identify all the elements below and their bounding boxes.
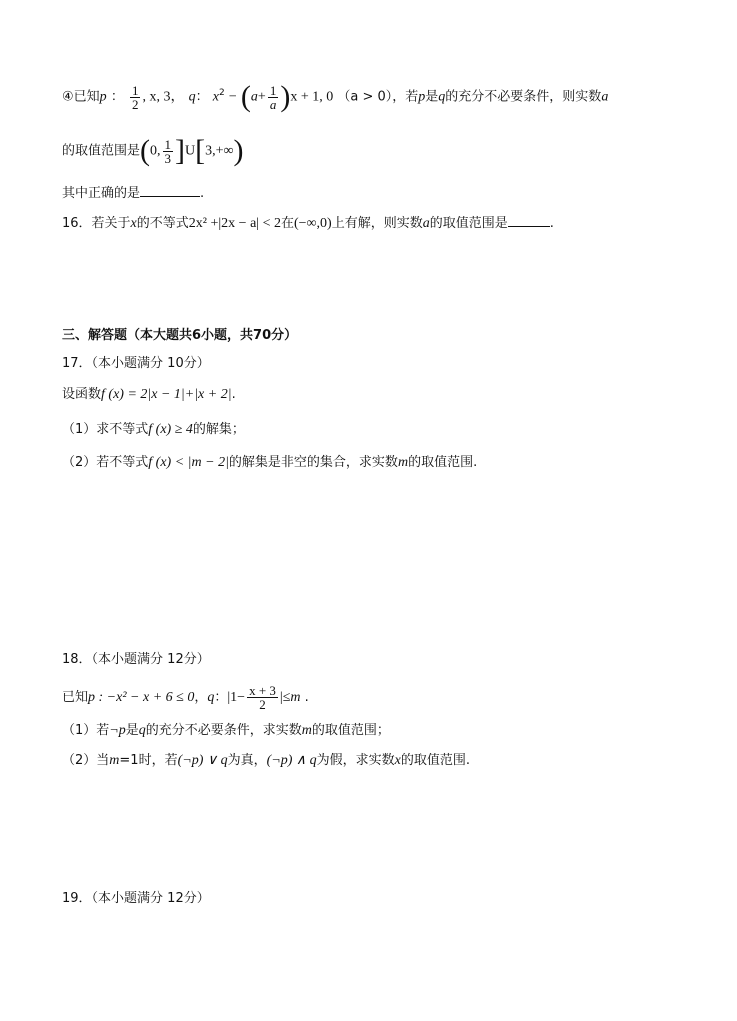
bracket-close: ] — [175, 134, 186, 167]
math-function: f (x) = 2|x − 1|+|x + 2| — [101, 387, 232, 402]
union-symbol: U — [185, 143, 196, 159]
frac-num: 1 — [269, 82, 277, 98]
paren-close: ) — [280, 80, 291, 113]
text: 上有解，则实数 — [331, 216, 423, 231]
math-expr: (¬p) ∨ q — [177, 753, 228, 768]
q16-line — [62, 214, 554, 233]
paren-close2: ) — [233, 134, 244, 167]
math-x: x — [130, 216, 137, 231]
math-expr: f (x) < |m − 2| — [148, 455, 229, 470]
text: 为真， — [227, 753, 267, 768]
math-expr: (¬p) ∧ q — [266, 753, 317, 768]
text: 为假，求实数 — [316, 753, 395, 768]
text: 设函数 — [62, 387, 102, 402]
q15-answer-line — [62, 184, 204, 203]
q15-item4-line1 — [62, 82, 608, 112]
math-x: x — [212, 89, 219, 105]
text: =1时，若 — [119, 753, 178, 768]
math-interval: (−∞,0) — [294, 216, 332, 231]
fraction-third — [163, 138, 174, 165]
text: 的不等式 — [136, 216, 189, 231]
superscript: 2 — [218, 88, 225, 99]
frac-num: 1 — [164, 136, 172, 152]
q18-part2 — [62, 752, 470, 770]
range2: 3,+∞ — [205, 143, 234, 159]
math-plus: + — [257, 89, 266, 105]
text: （2）若不等式 — [62, 455, 149, 470]
text: 的取值范围. — [400, 753, 471, 768]
q17-intro — [62, 386, 236, 404]
text: ， — [194, 690, 208, 705]
text: 已知 — [62, 690, 89, 705]
q17-part1 — [62, 421, 245, 439]
text: 的充分不必要条件，求实数 — [145, 723, 302, 738]
math-q: q — [438, 89, 446, 105]
section-title: 三、解答题（本大题共6小题，共70分） — [62, 328, 298, 343]
text: 的解集是非空的集合，求实数 — [228, 455, 398, 470]
math-m: m — [290, 690, 301, 705]
math-not-p: ¬p — [109, 723, 126, 738]
text: ： — [214, 690, 228, 705]
text: . — [231, 387, 236, 402]
text: （1）求不等式 — [62, 422, 149, 437]
frac-den: 2 — [131, 96, 139, 112]
text: 已知 — [73, 89, 100, 105]
frac-den: a — [269, 96, 277, 112]
frac-num: x + 3 — [249, 683, 276, 698]
q17-part2 — [62, 454, 477, 472]
math-expr: x + 1, 0 — [290, 89, 334, 105]
text: 的取值范围是 — [429, 216, 508, 231]
text: ，若 — [392, 89, 419, 105]
math-q: q — [207, 690, 215, 705]
math-q: q — [138, 723, 146, 738]
math-a: a — [601, 89, 609, 105]
text: （2）当 — [62, 753, 110, 768]
paren-open: ( — [240, 80, 251, 113]
math-p: p — [418, 89, 426, 105]
text: ： — [110, 89, 124, 105]
condition: （a > 0） — [337, 89, 393, 105]
answer-blank[interactable] — [508, 214, 550, 227]
circled-number: ④ — [62, 89, 74, 105]
q19-header: 19．（本小题满分 12分） — [62, 891, 210, 906]
math-abs-close: |≤ — [279, 690, 291, 705]
q15-item4-line2 — [62, 136, 244, 166]
q17-header: 17．（本小题满分 10分） — [62, 356, 210, 371]
text: . — [200, 186, 205, 201]
math-x: x — [394, 753, 401, 768]
answer-blank[interactable] — [140, 184, 200, 197]
frac-num: 1 — [131, 82, 139, 98]
text: . — [549, 216, 554, 231]
q18-given — [62, 684, 309, 711]
math-q: q — [188, 89, 196, 105]
text: 在 — [280, 216, 294, 231]
text: 的取值范围是 — [62, 143, 141, 159]
text: 的取值范围； — [311, 723, 390, 738]
math-m: m — [109, 753, 120, 768]
frac-den: 2 — [259, 697, 266, 712]
math-p: p — [99, 89, 107, 105]
q18-part1 — [62, 722, 390, 740]
question-label: 16．若关于 — [62, 216, 131, 231]
fraction-x3-over-2 — [247, 684, 278, 711]
text: 的充分不必要条件，则实数 — [445, 89, 602, 105]
fraction-1-over-a — [268, 84, 279, 111]
text: 是 — [125, 723, 139, 738]
bracket-open2: [ — [195, 134, 206, 167]
text: 的取值范围. — [408, 455, 478, 470]
fraction-half — [130, 84, 141, 111]
text: 是 — [425, 89, 439, 105]
text: ： — [195, 89, 209, 105]
math-inequality: 2x² +|2x − a| < 2 — [188, 216, 281, 231]
math-a: a — [422, 216, 430, 231]
math-m: m — [301, 723, 312, 738]
range-open: 0, — [150, 143, 161, 159]
math-a: a — [250, 89, 258, 105]
text: 其中正确的是 — [62, 186, 141, 201]
math-m: m — [397, 455, 409, 470]
math-abs-open: |1− — [227, 690, 246, 705]
text: . — [300, 690, 309, 705]
text: （1）若 — [62, 723, 110, 738]
text: 的解集； — [192, 422, 245, 437]
frac-den: 3 — [164, 150, 172, 166]
math-expr: f (x) ≥ 4 — [148, 422, 193, 437]
math-p-expr: p : −x² − x + 6 ≤ 0 — [88, 690, 195, 705]
math-minus: − — [228, 89, 237, 105]
math-seq: , x, 3， — [142, 89, 185, 105]
q18-header: 18．（本小题满分 12分） — [62, 652, 210, 667]
bracket-open: ( — [140, 134, 151, 167]
